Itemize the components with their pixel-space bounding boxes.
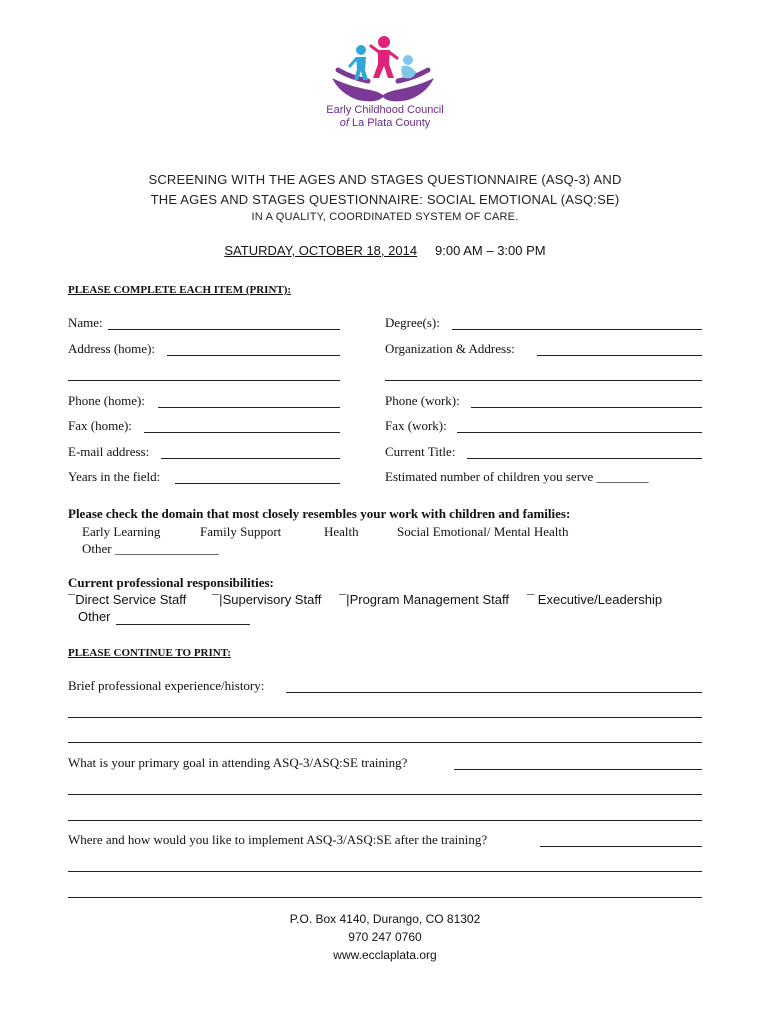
checkbox-icon: ¯ <box>527 592 538 607</box>
fax-home-field[interactable] <box>144 432 340 433</box>
child-figure-icon <box>378 36 390 48</box>
degrees-label: Degree(s): <box>385 315 440 330</box>
resp-program-management[interactable] <box>339 592 509 607</box>
current-title-label: Current Title: <box>385 444 456 459</box>
implement-line-2[interactable] <box>68 871 702 872</box>
domain-option-health[interactable]: Health <box>324 524 359 539</box>
resp-other-label: Other <box>78 609 111 624</box>
logo-line-2-prefix: of <box>339 117 349 129</box>
fax-work-field[interactable] <box>457 432 702 433</box>
experience-line-3[interactable] <box>68 742 702 743</box>
resp-supervisory[interactable] <box>212 592 321 607</box>
goal-line-3[interactable] <box>68 820 702 821</box>
hands-icon <box>332 78 384 101</box>
implement-field[interactable] <box>540 846 702 847</box>
org-address-line-2[interactable] <box>385 380 702 381</box>
implement-line-3[interactable] <box>68 897 702 898</box>
title-line-2: THE AGES AND STAGES QUESTIONNAIRE: SOCIAL EMOTIONAL (ASQ:SE) <box>150 192 620 207</box>
implement-question: Where and how would you like to implement ASQ-3/ASQ:SE after the training? <box>68 832 488 847</box>
address-home-field[interactable] <box>167 355 340 356</box>
name-field[interactable] <box>108 329 340 330</box>
name-label: Name: <box>68 315 103 330</box>
experience-line-2[interactable] <box>68 717 702 718</box>
resp-program-management-label: Program Management Staff <box>349 592 510 607</box>
goal-line-2[interactable] <box>68 794 702 795</box>
phone-work-label: Phone (work): <box>385 393 460 408</box>
domain-option-family-support[interactable]: Family Support <box>200 524 282 539</box>
org-address-field[interactable] <box>537 355 702 356</box>
years-label: Years in the field: <box>68 469 161 484</box>
checkbox-icon: ¯ <box>68 592 76 607</box>
logo-line-2: La Plata County <box>348 117 431 129</box>
years-field[interactable] <box>175 483 340 484</box>
email-field[interactable] <box>161 458 340 459</box>
org-address-label: Organization & Address: <box>385 341 515 356</box>
email-label: E-mail address: <box>68 444 150 459</box>
children-count-label: Estimated number of children you serve ________ <box>385 469 649 484</box>
phone-home-field[interactable] <box>158 407 340 408</box>
domain-option-early-learning[interactable]: Early Learning <box>82 524 161 539</box>
domain-option-social-emotional[interactable]: Social Emotional/ Mental Health <box>397 524 569 539</box>
address-home-label: Address (home): <box>68 341 156 356</box>
domain-heading: Please check the domain that most closely resembles your work with children and families: <box>68 506 571 521</box>
experience-field[interactable] <box>286 692 702 693</box>
footer-website[interactable]: www.ecclaplata.org <box>333 948 437 962</box>
resp-supervisory-label: Supervisory Staff <box>222 592 322 607</box>
responsibilities-heading: Current professional responsibilities: <box>68 575 274 590</box>
resp-direct-service[interactable] <box>68 592 186 607</box>
title-line-1: SCREENING WITH THE AGES AND STAGES QUESTIONNAIRE (ASQ-3) AND <box>148 172 622 187</box>
child-figure-icon <box>356 45 366 55</box>
checkbox-icon: ¯| <box>339 592 350 607</box>
resp-executive-label: Executive/Leadership <box>537 592 663 607</box>
resp-executive[interactable] <box>527 592 662 607</box>
phone-work-field[interactable] <box>471 407 702 408</box>
goal-question: What is your primary goal in attending ASQ-3/ASQ:SE training? <box>68 755 408 770</box>
current-title-field[interactable] <box>467 458 702 459</box>
resp-direct-service-label: Direct Service Staff <box>75 592 187 607</box>
continue-instruction: PLEASE CONTINUE TO PRINT: <box>68 647 231 659</box>
fax-home-label: Fax (home): <box>68 418 132 433</box>
footer-phone: 970 247 0760 <box>348 930 422 944</box>
fax-work-label: Fax (work): <box>385 418 447 433</box>
title-line-3: IN A QUALITY, COORDINATED SYSTEM OF CARE. <box>251 211 519 223</box>
print-instruction: PLEASE COMPLETE EACH ITEM (PRINT): <box>68 284 292 296</box>
logo-text <box>300 104 470 130</box>
logo-line-1: Early Childhood Council <box>326 104 444 116</box>
event-date <box>80 243 690 258</box>
footer-address: P.O. Box 4140, Durango, CO 81302 <box>289 912 481 926</box>
goal-field[interactable] <box>454 769 702 770</box>
baby-figure-icon <box>403 55 413 65</box>
resp-other-field[interactable] <box>116 624 250 625</box>
address-home-line-2[interactable] <box>68 380 340 381</box>
experience-question: Brief professional experience/history: <box>68 678 265 693</box>
degrees-field[interactable] <box>452 329 702 330</box>
checkbox-icon: ¯| <box>212 592 223 607</box>
event-day: SATURDAY, OCTOBER 18, 2014 <box>224 243 418 258</box>
domain-option-other[interactable]: Other ________________ <box>82 541 219 556</box>
event-time: 9:00 AM – 3:00 PM <box>435 243 546 258</box>
phone-home-label: Phone (home): <box>68 393 145 408</box>
